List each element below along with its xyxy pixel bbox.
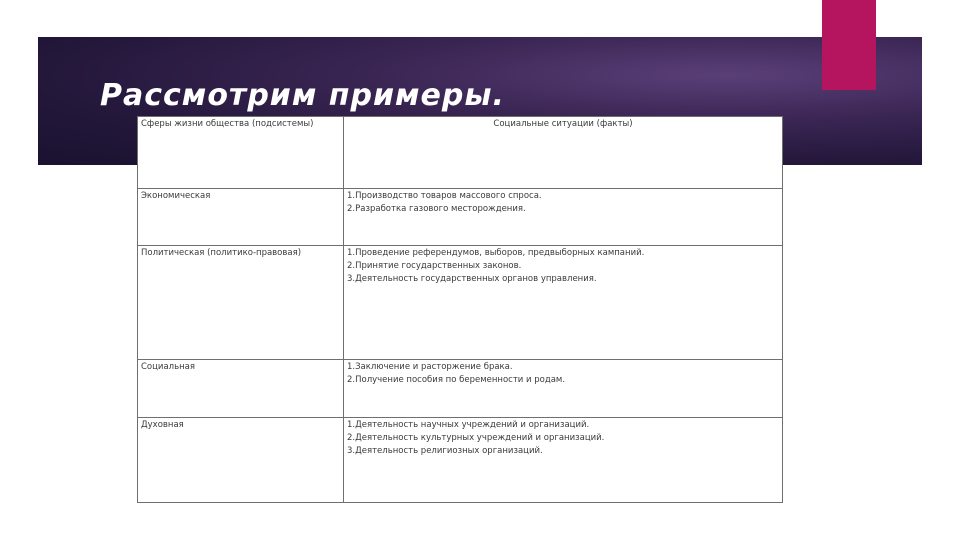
- fact-item: 1.Производство товаров массового спроса.: [347, 191, 542, 201]
- table-header-row: [138, 117, 783, 189]
- spheres-table: [137, 116, 783, 503]
- table-row: [138, 246, 783, 360]
- sphere-cell: Экономическая: [138, 189, 344, 246]
- fact-item: 1.Деятельность научных учреждений и организаций.: [347, 420, 590, 430]
- facts-cell: [344, 418, 783, 503]
- fact-item: 2.Разработка газового месторождения.: [347, 204, 526, 214]
- fact-item: 3.Деятельность государственных органов управления.: [347, 274, 597, 284]
- fact-item: 1.Заключение и расторжение брака.: [347, 362, 513, 372]
- fact-item: 3.Деятельность религиозных организаций.: [347, 446, 543, 456]
- sphere-cell: Социальная: [138, 360, 344, 418]
- header-facts: Социальные ситуации (факты): [344, 117, 783, 189]
- facts-cell: [344, 246, 783, 360]
- sphere-cell: Политическая (политико-правовая): [138, 246, 344, 360]
- facts-cell: [344, 360, 783, 418]
- fact-item: 2.Принятие государственных законов.: [347, 261, 522, 271]
- table-row: [138, 189, 783, 246]
- slide-title: Рассмотрим примеры.: [100, 78, 505, 113]
- fact-item: 2.Деятельность культурных учреждений и организаций.: [347, 433, 605, 443]
- accent-bar: [822, 0, 876, 90]
- table-row: [138, 360, 783, 418]
- facts-cell: [344, 189, 783, 246]
- sphere-cell: Духовная: [138, 418, 344, 503]
- fact-item: 1.Проведение референдумов, выборов, предвыборных кампаний.: [347, 248, 645, 258]
- header-spheres: Сферы жизни общества (подсистемы): [138, 117, 344, 189]
- table-row: [138, 418, 783, 503]
- fact-item: 2.Получение пособия по беременности и родам.: [347, 375, 566, 385]
